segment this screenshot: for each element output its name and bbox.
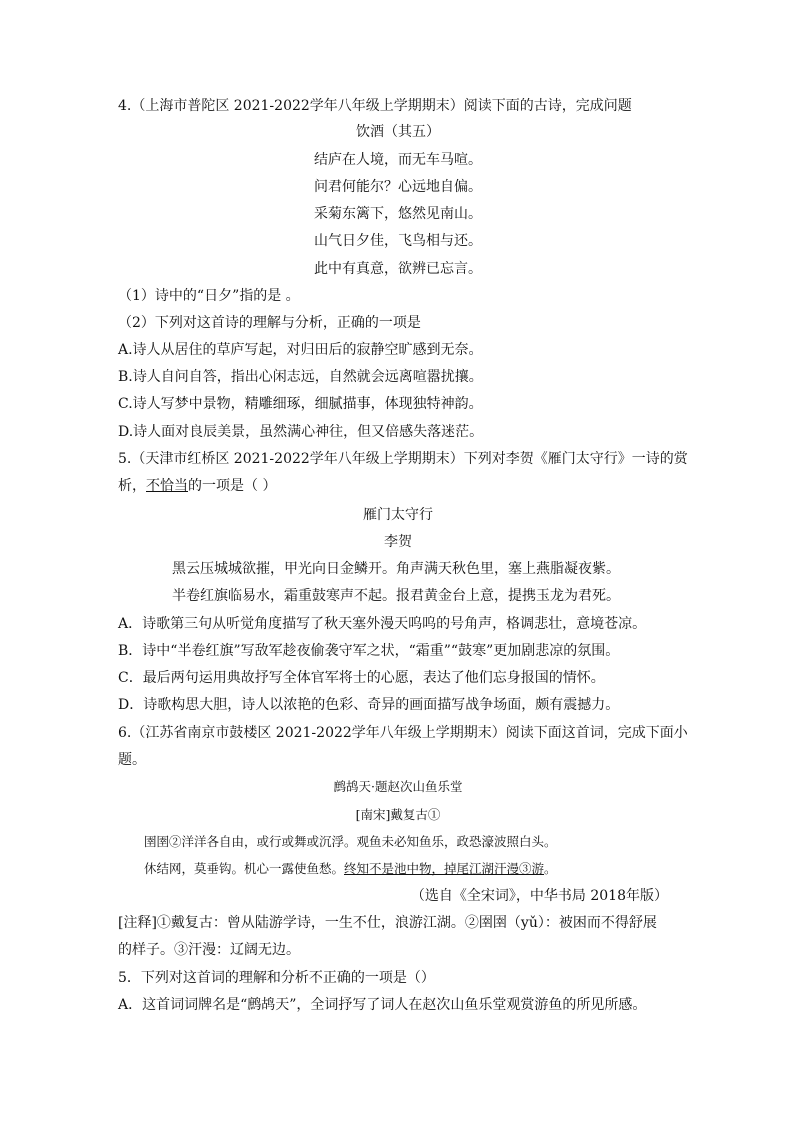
- q5-stem-line-2: [118, 476, 678, 496]
- q4-poem-line-1: 结庐在人境，而无车马喧。: [314, 152, 482, 168]
- q4-poem-line-3: 采菊东篱下，悠然见南山。: [314, 206, 482, 222]
- q5-stem-line-1: 5.（天津市红桥区 2021-2022学年八年级上学期期末）下列对李贺《雁门太守行》一诗的赏: [118, 451, 688, 467]
- q6-source: （选自《全宋词》，中华书局 2018年版）: [410, 888, 668, 904]
- q4-option-c: C.诗人写梦中景物，精雕细琢，细腻描事，体现独特神韵。: [118, 396, 483, 412]
- q5-option-a: A．诗歌第三句从听觉角度描写了秋天塞外漫天呜呜的号角声，格调悲壮，意境苍凉。: [118, 616, 647, 632]
- q4-stem: 4.（上海市普陀区 2021-2022学年八年级上学期期末）阅读下面的古诗，完成问题: [118, 98, 632, 114]
- q4-sub-question-1: （1）诗中的“日夕”指的是 。: [118, 288, 300, 304]
- q5-option-d: D．诗歌构思大胆，诗人以浓艳的色彩、奇异的画面描写战争场面，颇有震撼力。: [118, 697, 620, 713]
- q5-option-c: C．最后两句运用典故抒写全体官军将士的心愿，表达了他们忘身报国的情怀。: [118, 670, 605, 686]
- q4-option-b: B.诗人自问自答，指出心闲志远，自然就会远离喧嚣扰攘。: [118, 369, 483, 385]
- q6-poem-line-2-post: 。: [544, 861, 557, 876]
- q4-poem-line-5: 此中有真意，欲辨已忘言。: [314, 261, 482, 277]
- q6-option-a: A．这首词词牌名是“鹧鸪天”，全词抒写了词人在赵次山鱼乐堂观赏游鱼的所见所感。: [118, 997, 647, 1013]
- q5-stem-underlined: 不恰当: [146, 478, 188, 494]
- q6-sub-stem: 5．下列对这首词的理解和分析不正确的一项是（）: [118, 970, 435, 986]
- q6-author: [南宋]戴复古①: [355, 807, 441, 822]
- q5-stem-pre: 析，: [118, 478, 146, 494]
- q6-note-line-1: [注释]①戴复古：曾从陆游学诗，一生不仕，浪游江湖。②圉圉（yǔ）：被困而不得舒展: [118, 915, 657, 931]
- q5-poem-line-2: 半卷红旗临易水，霜重鼓寒声不起。报君黄金台上意，提携玉龙为君死。: [172, 588, 620, 604]
- q6-poem-line-1: 圉圉②洋洋各自由，或行或舞或沉浮。观鱼未必知鱼乐，政恐濠波照白头。: [144, 834, 557, 849]
- q5-poem-title: 雁门太守行: [363, 507, 433, 523]
- q6-note-line-2: 的样子。③汗漫：辽阔无边。: [118, 942, 300, 958]
- q4-poem-line-2: 问君何能尔？心远地自偏。: [314, 179, 482, 195]
- q6-poem-title: 鹧鸪天·题赵次山鱼乐堂: [333, 779, 463, 794]
- q5-stem-post: 的一项是（ ）: [188, 478, 277, 494]
- q6-stem-line-1: 6.（江苏省南京市鼓楼区 2021-2022学年八年级上学期期末）阅读下面这首词，完成下面小: [118, 725, 688, 741]
- q6-poem-line-2-underlined: 终知不是池中物，掉尾江湖汗漫③游: [344, 861, 545, 876]
- q4-poem-line-4: 山气日夕佳，飞鸟相与还。: [314, 233, 482, 249]
- q5-author: 李贺: [384, 534, 412, 550]
- q5-poem-line-1: 黑云压城城欲摧，甲光向日金鳞开。角声满天秋色里，塞上燕脂凝夜紫。: [172, 561, 620, 577]
- q4-sub-question-2: （2）下列对这首诗的理解与分析，正确的一项是: [118, 315, 421, 331]
- q6-stem-line-2: 题。: [118, 752, 146, 768]
- q4-option-d: D.诗人面对良辰美景，虽然满心神往，但又倍感失落迷茫。: [118, 424, 484, 440]
- q6-poem-line-2: [144, 859, 704, 879]
- q5-option-b: B．诗中“半卷红旗”写敌军趁夜偷袭守军之状，“霜重”“鼓寒”更加剧悲凉的氛围。: [118, 643, 620, 659]
- q4-poem-title: 饮酒（其五）: [356, 124, 440, 140]
- q4-option-a: A.诗人从居住的草庐写起，对归田后的寂静空旷感到无奈。: [118, 342, 483, 358]
- q6-poem-line-2-pre: 休结网，莫垂钩。机心一露使鱼愁。: [144, 861, 345, 876]
